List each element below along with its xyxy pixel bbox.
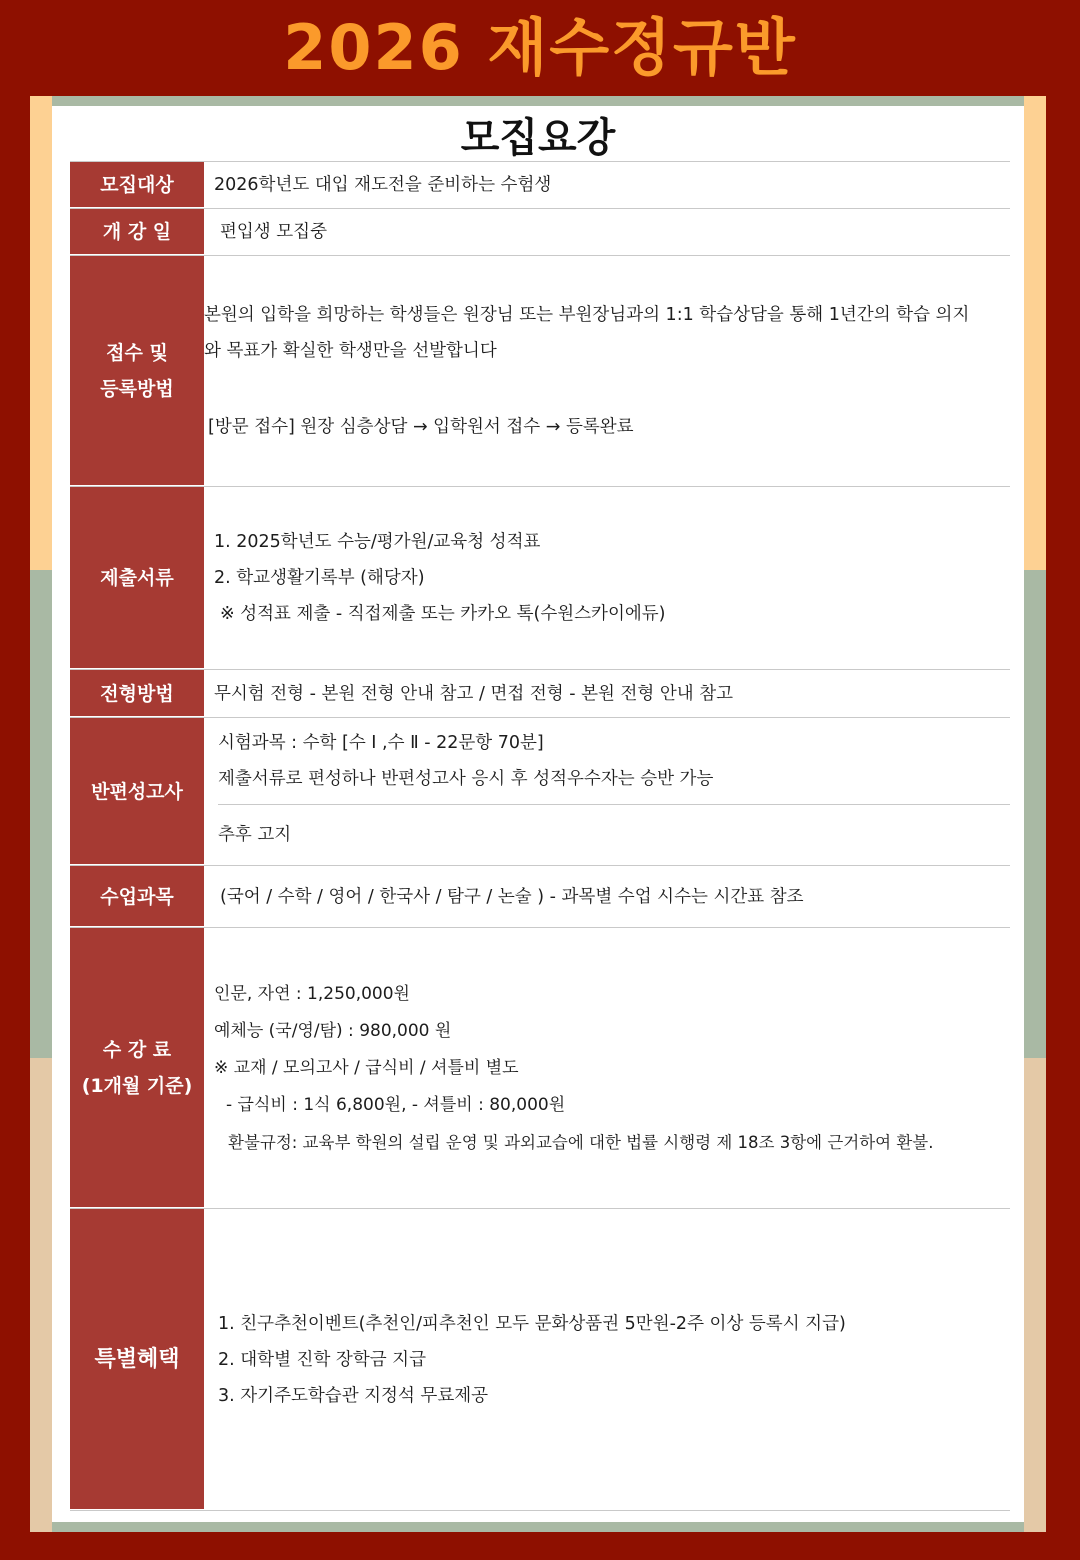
target-text: 2026학년도 대입 재도전을 준비하는 수험생 <box>214 175 552 195</box>
registration-line2: 와 목표가 확실한 학생만을 선발합니다 <box>204 341 497 361</box>
value-subjects <box>204 866 1010 927</box>
row-selection <box>70 670 1010 718</box>
benefits-line1: 1. 친구추천이벤트(추천인/피추천인 모두 문화상품권 5만원-2주 이상 등록시 지급) <box>218 1313 846 1334</box>
right-stripe-bottom <box>1024 1058 1046 1532</box>
placement-line1: 시험과목 : 수학 [수 Ⅰ ,수 Ⅱ - 22문항 70분] <box>218 733 544 753</box>
value-documents <box>204 487 1010 669</box>
opening-text: 편입생 모집중 <box>220 222 327 242</box>
documents-line1: 1. 2025학년도 수능/평가원/교육청 성적표 <box>214 532 541 552</box>
label-registration <box>70 256 204 486</box>
label-registration-line2: 등록방법 <box>100 378 174 400</box>
left-stripe-bottom <box>30 1058 52 1532</box>
documents-line2: 2. 학교생활기록부 (해당자) <box>214 568 425 588</box>
row-documents <box>70 487 1010 670</box>
row-opening <box>70 209 1010 256</box>
label-documents: 제출서류 <box>70 487 204 669</box>
registration-line1: 본원의 입학을 희망하는 학생들은 원장님 또는 부원장님과의 1:1 학습상담을 통해 1년간의 학습 의지 <box>204 305 970 325</box>
left-stripe-top <box>30 96 52 570</box>
label-tuition <box>70 928 204 1208</box>
value-benefits <box>204 1209 1010 1510</box>
label-registration-line1: 접수 및 <box>106 342 168 364</box>
label-opening: 개 강 일 <box>70 209 204 255</box>
row-benefits <box>70 1209 1010 1511</box>
placement-notice <box>218 805 1010 865</box>
row-subjects <box>70 866 1010 928</box>
benefits-line2: 2. 대학별 진학 장학금 지급 <box>218 1349 426 1370</box>
row-target <box>70 162 1010 209</box>
document-title: 모집요강 <box>460 115 616 161</box>
placement-exam <box>218 718 1010 805</box>
value-tuition <box>204 928 1010 1208</box>
label-subjects: 수업과목 <box>70 866 204 927</box>
tuition-line1: 인문, 자연 : 1,250,000원 <box>214 983 410 1004</box>
label-tuition-line1: 수 강 료 <box>102 1039 172 1061</box>
row-placement <box>70 718 1010 866</box>
document-paper <box>52 106 1024 1522</box>
label-benefits: 특별혜택 <box>70 1209 204 1510</box>
label-selection: 전형방법 <box>70 670 204 717</box>
document-frame <box>30 96 1046 1532</box>
bottom-band <box>52 1522 1024 1532</box>
registration-line3: [방문 접수] 원장 심층상담 → 입학원서 접수 → 등록완료 <box>208 417 634 437</box>
right-stripe-middle <box>1024 570 1046 1058</box>
label-tuition-line2: (1개월 기준) <box>81 1075 193 1097</box>
row-tuition <box>70 928 1010 1209</box>
value-selection <box>204 670 1010 717</box>
left-stripe-middle <box>30 570 52 1058</box>
value-target <box>204 162 1010 208</box>
tuition-line5: 환불규정: 교육부 학원의 설립 운영 및 과외교습에 대한 법률 시행령 제 18조 3항에 근거하여 환불. <box>228 1132 934 1152</box>
tuition-line4: - 급식비 : 1식 6,800원, - 셔틀비 : 80,000원 <box>226 1094 566 1115</box>
subjects-text: (국어 / 수학 / 영어 / 한국사 / 탐구 / 논술 ) - 과목별 수업 시수는 시간표 참조 <box>220 886 804 907</box>
row-registration <box>70 256 1010 487</box>
value-opening <box>204 209 1010 255</box>
right-stripe-top <box>1024 96 1046 570</box>
banner-title: 2026 재수정규반 <box>283 11 797 84</box>
label-placement: 반편성고사 <box>70 718 204 865</box>
tuition-line3: ※ 교재 / 모의고사 / 급식비 / 셔틀비 별도 <box>214 1057 519 1078</box>
benefits-line3: 3. 자기주도학습관 지정석 무료제공 <box>218 1385 489 1406</box>
label-target: 모집대상 <box>70 162 204 208</box>
placement-line3: 추후 고지 <box>218 825 292 845</box>
registration-spacer <box>204 369 1010 409</box>
selection-text: 무시험 전형 - 본원 전형 안내 참고 / 면접 전형 - 본원 전형 안내 참고 <box>214 683 734 704</box>
value-placement <box>204 718 1010 865</box>
tuition-line2: 예체능 (국/영/탐) : 980,000 원 <box>214 1020 452 1041</box>
recruitment-table <box>70 161 1010 1511</box>
value-registration <box>204 256 1010 486</box>
documents-line3: ※ 성적표 제출 - 직접제출 또는 카카오 톡(수원스카이에듀) <box>220 604 666 624</box>
top-band <box>52 96 1024 106</box>
placement-line2: 제출서류로 편성하나 반편성고사 응시 후 성적우수자는 승반 가능 <box>218 769 714 789</box>
